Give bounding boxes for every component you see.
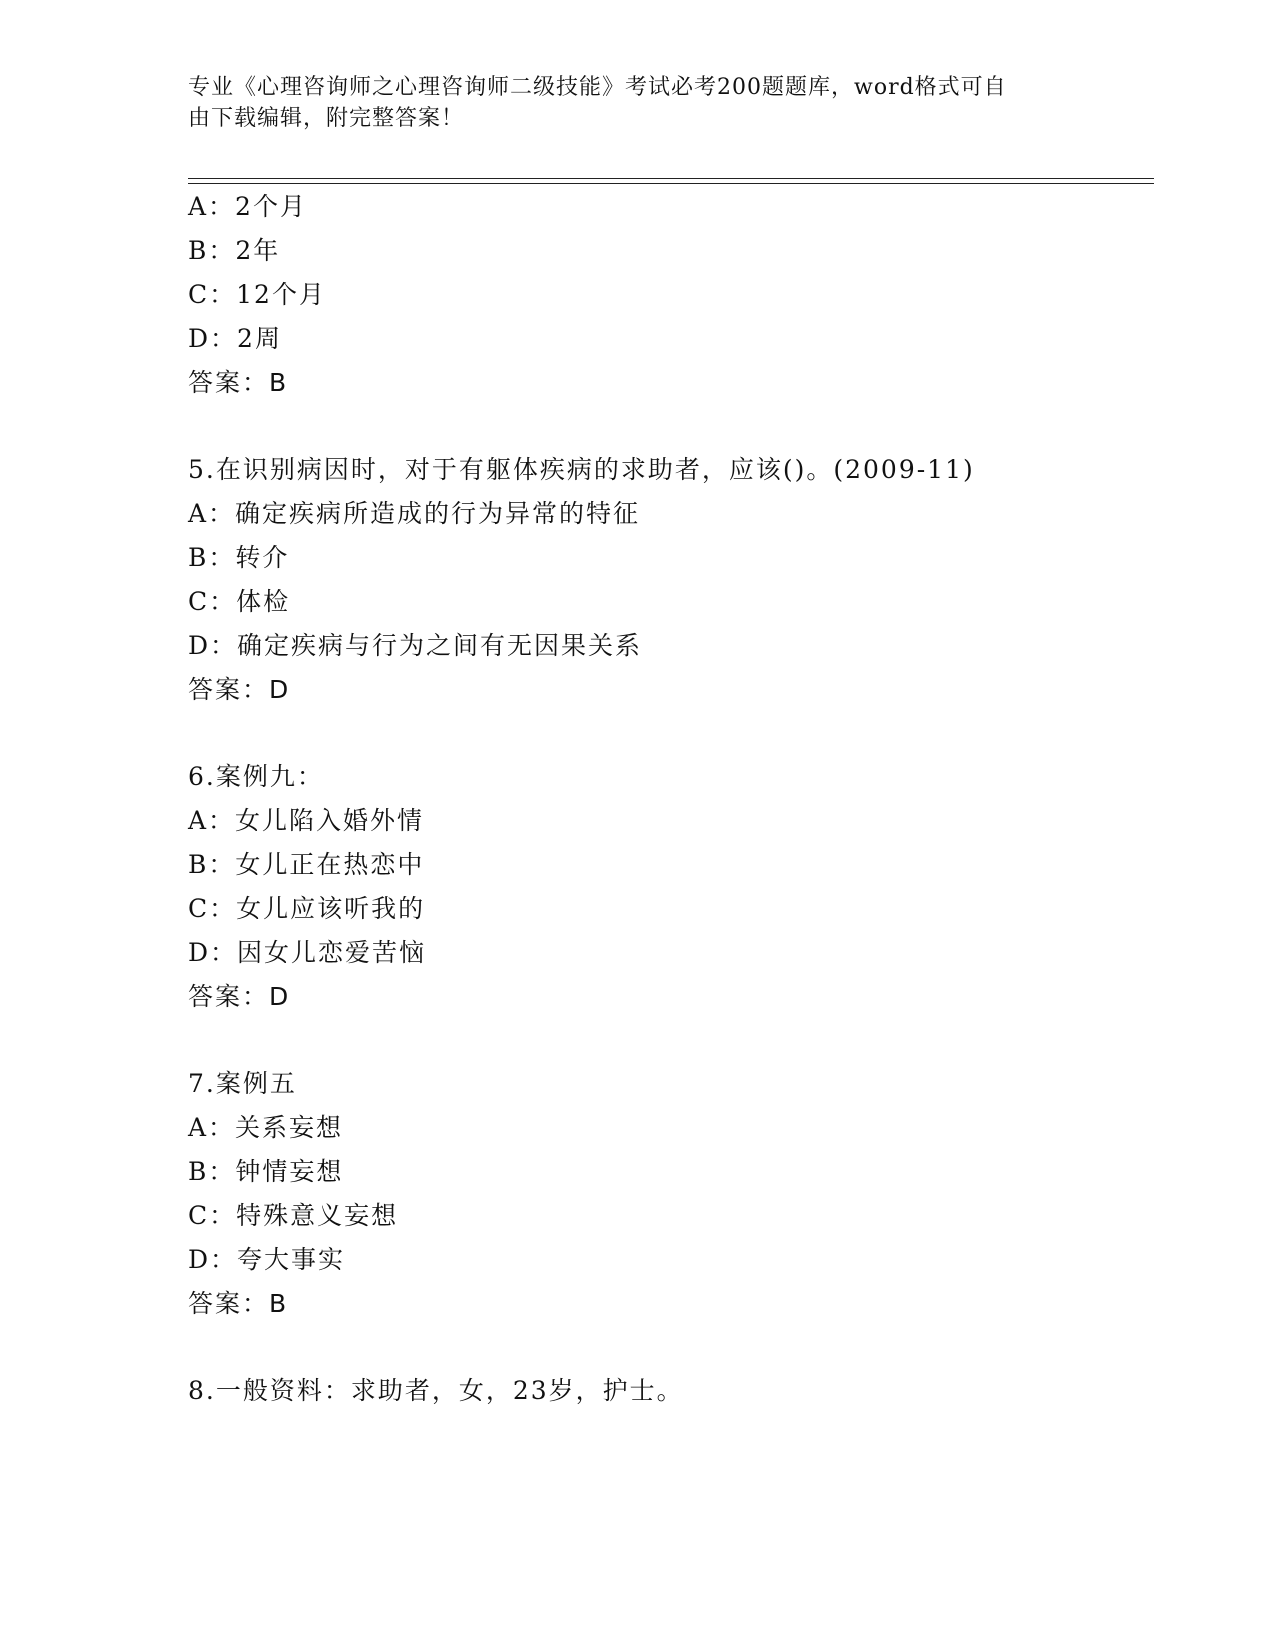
q4-option-d: D：2周 <box>188 324 282 353</box>
header-divider-bottom <box>188 183 1154 184</box>
q8-question: 8.一般资料：求助者，女，23岁，护士。 <box>188 1376 684 1405</box>
q6-option-b: B：女儿正在热恋中 <box>188 850 425 879</box>
q7-option-c: C：特殊意义妄想 <box>188 1201 399 1230</box>
document-header <box>188 72 1068 134</box>
q6-question: 6.案例九： <box>188 762 324 791</box>
q7-option-b: B：钟情妄想 <box>188 1157 344 1186</box>
header-line-1: 专业《心理咨询师之心理咨询师二级技能》考试必考200题题库，word格式可自 <box>188 75 1007 100</box>
q5-option-c: C：体检 <box>188 587 291 616</box>
q4-option-a: A：2个月 <box>188 192 307 221</box>
q6-option-a: A：女儿陷入婚外情 <box>188 806 425 835</box>
header-divider-top <box>188 178 1154 179</box>
q5-option-a: A：确定疾病所造成的行为异常的特征 <box>188 499 641 528</box>
q6-option-c: C：女儿应该听我的 <box>188 894 426 923</box>
header-line-2: 由下载编辑，附完整答案！ <box>188 106 465 131</box>
q4-answer: 答案：B <box>188 368 289 397</box>
q5-question: 5.在识别病因时，对于有躯体疾病的求助者，应该()。(2009-11) <box>188 455 975 484</box>
q6-answer: 答案：D <box>188 982 291 1011</box>
q6-option-d: D：因女儿恋爱苦恼 <box>188 938 427 967</box>
q4-option-b: B：2年 <box>188 236 281 265</box>
q5-option-b: B：转介 <box>188 543 290 572</box>
q7-option-d: D：夸大事实 <box>188 1245 346 1274</box>
q7-option-a: A：关系妄想 <box>188 1113 344 1142</box>
q7-question: 7.案例五 <box>188 1069 297 1098</box>
q5-option-d: D：确定疾病与行为之间有无因果关系 <box>188 631 643 660</box>
q5-answer: 答案：D <box>188 675 291 704</box>
q4-option-c: C：12个月 <box>188 280 326 309</box>
q7-answer: 答案：B <box>188 1289 289 1318</box>
